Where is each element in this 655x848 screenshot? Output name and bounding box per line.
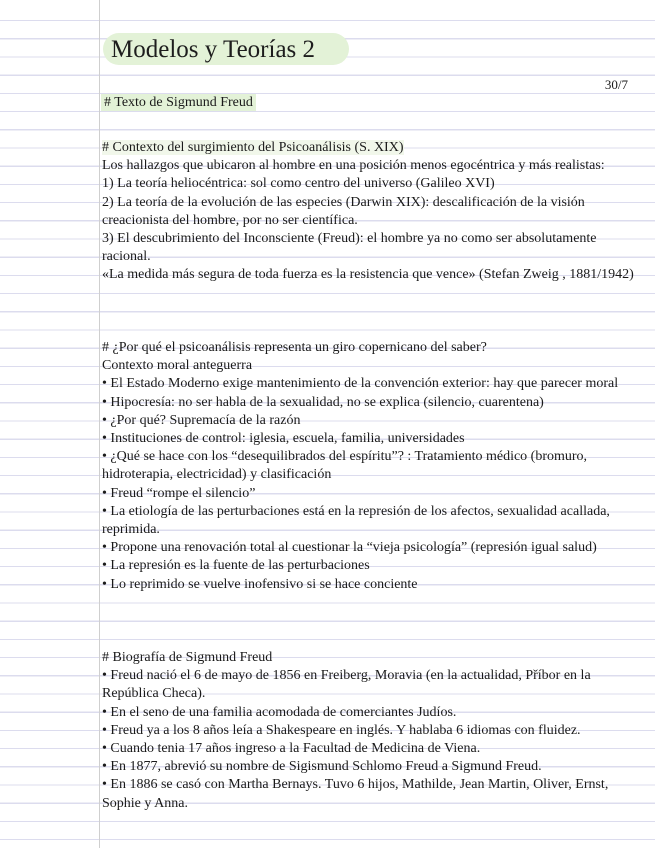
section-line: • La etiología de las perturbaciones está en la represión de los afectos, sexualidad acallada, reprimida.: [102, 503, 610, 538]
section-line: Los hallazgos que ubicaron al hombre en una posición menos egocéntrica y más realistas:: [102, 158, 605, 174]
section-line: 3) El descubrimiento del Inconsciente (Freud): el hombre ya no como ser absolutamente racional.: [102, 231, 597, 265]
margin-line: [99, 0, 100, 848]
section-line: • Cuando tenia 17 años ingreso a la Facultad de Medicina de Viena.: [102, 741, 481, 757]
section-line: • Freud nació el 6 de mayo de 1856 en Freiberg, Moravia (en la actualidad, Příbor en la República Checa).: [102, 668, 591, 702]
section-context: [102, 139, 639, 285]
section-heading-context: # Contexto del surgimiento del Psicoanálisis (S. XIX): [102, 140, 404, 155]
section-line: • En 1877, abrevió su nombre de Sigismund Schlomo Freud a Sigmund Freud.: [102, 759, 542, 775]
section-line: • ¿Por qué? Supremacía de la razón: [102, 412, 301, 428]
section-line: Contexto moral anteguerra: [102, 358, 253, 374]
section-line: • Hipocresía: no ser habla de la sexualidad, no se explica (silencio, cuarentena): [102, 394, 544, 410]
section-heading-giro: # ¿Por qué el psicoanálisis representa un giro copernicano del saber?: [102, 340, 487, 355]
page-title: Modelos y Teorías 2: [103, 33, 349, 65]
section-line: «La medida más segura de toda fuerza es la resistencia que vence» (Stefan Zweig , 1881/1942): [102, 267, 634, 283]
section-line: 1) La teoría heliocéntrica: sol como centro del universo (Galileo XVI): [102, 176, 495, 192]
section-line: • La represión es la fuente de las perturbaciones: [102, 558, 370, 574]
section-line: • Instituciones de control: iglesia, escuela, familia, universidades: [102, 431, 465, 447]
main-heading-block: [102, 94, 639, 112]
section-line: • ¿Qué se hace con los “desequilibrados del espíritu”? : Tratamiento médico (bromuro, hidroterapia, electricidad) y clasificación: [102, 449, 588, 483]
section-line: • Freud ya a los 8 años leía a Shakespeare en inglés. Y hablaba 6 idiomas con fluidez.: [102, 722, 581, 738]
section-line: 2) La teoría de la evolución de las especies (Darwin XIX): descalificación de la visión creacionista del hombre, por no ser científica.: [102, 194, 585, 228]
section-line: • Propone una renovación total al cuestionar la “vieja psicología” (represión igual salud): [102, 540, 597, 556]
section-line: • En 1886 se casó con Martha Bernays. Tuvo 6 hijos, Mathilde, Jean Martin, Oliver, Ernst, Sophie y Anna.: [102, 777, 609, 811]
section-line: • Freud “rompe el silencio”: [102, 485, 256, 501]
section-line: • Lo reprimido se vuelve inofensivo si se hace conciente: [102, 576, 418, 592]
section-biografia: [102, 649, 639, 813]
note-date: 30/7: [604, 77, 628, 92]
section-heading-biografia: # Biografía de Sigmund Freud: [102, 650, 273, 665]
section-line: • El Estado Moderno exige mantenimiento de la convención exterior: hay que parecer moral: [102, 376, 619, 392]
section-giro: [102, 339, 639, 594]
section-line: • En el seno de una familia acomodada de comerciantes Judíos.: [102, 704, 457, 720]
main-heading: # Texto de Sigmund Freud: [101, 94, 256, 111]
